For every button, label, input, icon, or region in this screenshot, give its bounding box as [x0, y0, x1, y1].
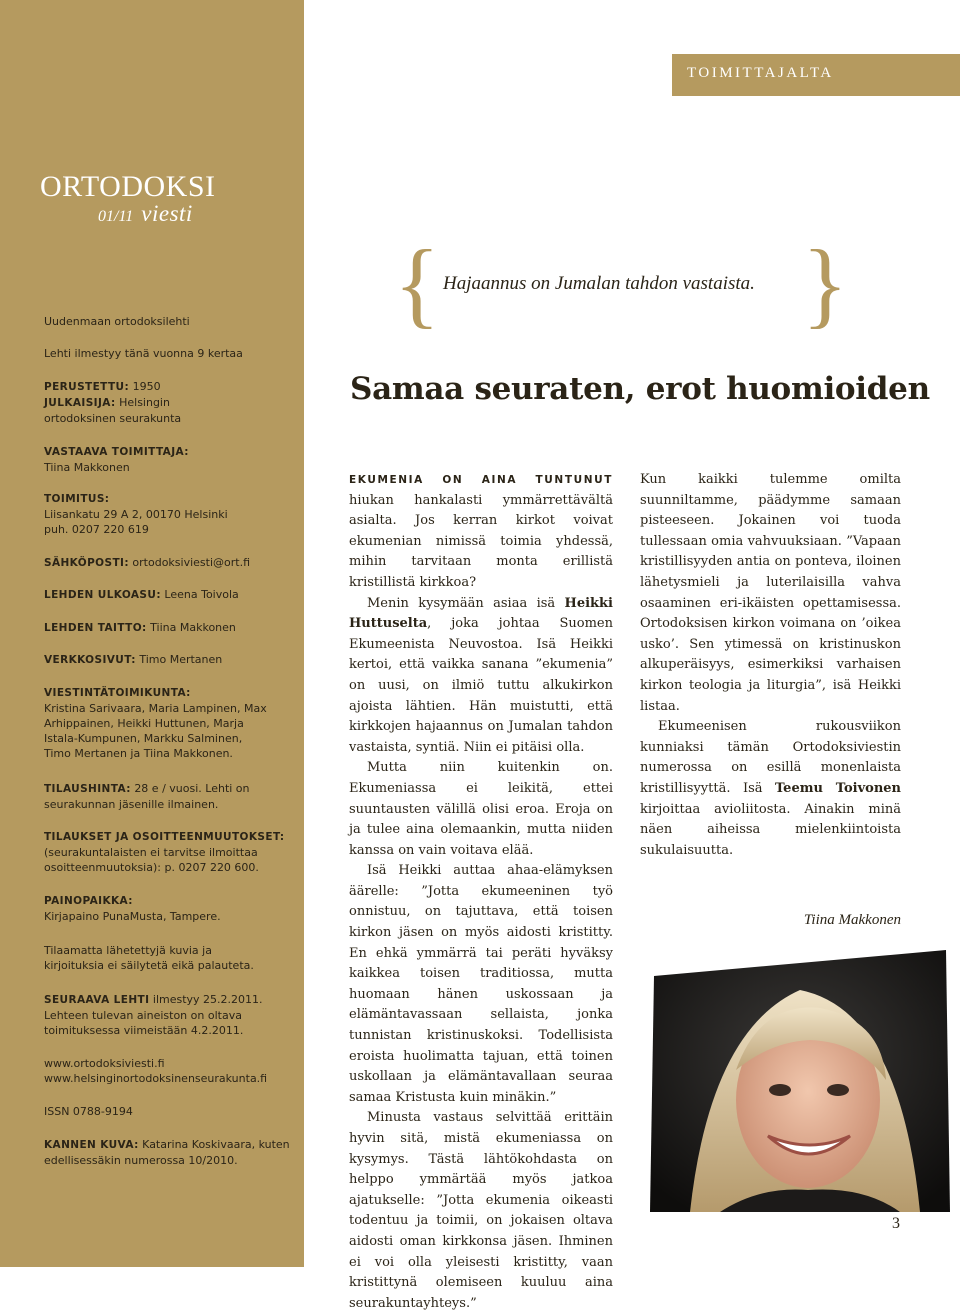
paragraph: Isä Heikki auttaa ahaa-elämyksen äärelle: ”Jotta ekumeeninen työ onnistuu, on tajuttava, että toisen kirkon jäsen on myös aidosti kristitty. En ehkä ymmärrä tai peräti hyväksy kaikkea toisen traditiossa, mutta huomaan hänen uskossaan ja elämäntavassaan sellaista, jonka tunnistan kristinuskoksi. Todellisista eroista huolimatta tajuan, että toinen uskollaan ja elämäntavallaan seuraa samaa Kristusta kuin minäkin.”	[349, 863, 613, 1105]
paragraph-text: kirjoittaa avioliitosta. Ainakin minä näen aiheissa mielenkiintoista sukulaisuutta.	[640, 801, 901, 858]
sidebar-web	[44, 652, 294, 668]
layout-value: Leena Toivola	[164, 588, 239, 601]
logo-subtitle	[98, 202, 193, 225]
sidebar-orders	[44, 829, 294, 875]
sidebar-intro: Uudenmaan ortodoksilehti	[44, 315, 190, 328]
sidebar-unsolicited	[44, 943, 294, 973]
paragraph: Minusta vastaus selvittää erittäin hyvin sitä, mistä ekumeniassa on kysymys. Tästä lähtökohdasta on helppo ymmärtää myös jatkoa ajatukselle: ”Jotta ekumenia oikeasti todentuu ja toimii, on jokaisen oltava aidosti oman kirkkonsa jäsen. Ihminen ei voi olla yleisesti kristitty, vaan kristittynä olemiseen kuuluu aina seurakuntayhteys.”	[349, 1110, 613, 1311]
person-name: Teemu Toivonen	[775, 780, 901, 796]
sidebar-layout	[44, 587, 294, 603]
price-note: seurakunnan jäsenille ilmainen.	[44, 798, 219, 811]
price-value: 28 e / vuosi. Lehti on	[134, 782, 250, 795]
committee-line: Kristina Sarivaara, Maria Lampinen, Max	[44, 702, 267, 715]
right-brace-icon: }	[802, 230, 849, 337]
office-address: Liisankatu 29 A 2, 00170 Helsinki	[44, 508, 228, 521]
orders-label: TILAUKSET JA OSOITTEENMUUTOKSET:	[44, 831, 285, 843]
sidebar-email	[44, 555, 294, 571]
price-label: TILAUSHINTA:	[44, 783, 131, 795]
email-value: ortodoksiviesti@ort.fi	[132, 556, 251, 569]
cover-label: KANNEN KUVA:	[44, 1139, 139, 1151]
unsolicited-line: kirjoituksia ei säilytetä eikä palauteta.	[44, 959, 254, 972]
sidebar-issn: ISSN 0788-9194	[44, 1105, 133, 1118]
author-signature: Tiina Makkonen	[803, 912, 901, 928]
author-photo	[650, 950, 950, 1212]
url-link[interactable]: www.helsinginortodoksinenseurakunta.fi	[44, 1072, 268, 1085]
paragraph: Mutta niin kuitenkin on. Ekumeniassa ei leikitä, ettei suuntausten välillä olisi eroa. Eroja on ja tulee aina olemaankin, mutta niiden kanssa on vain voitava elää.	[349, 760, 613, 858]
paragraph-text: Menin kysymään asiaa isä	[367, 595, 565, 611]
committee-line: Arhippainen, Heikki Huttunen, Marja	[44, 717, 244, 730]
sidebar-frequency: Lehti ilmestyy tänä vuonna 9 kertaa	[44, 347, 243, 360]
sidebar-founded	[44, 379, 294, 426]
cover-value: Katarina Koskivaara, kuten	[142, 1138, 290, 1151]
article-column-2	[640, 470, 901, 861]
sidebar-committee	[44, 685, 294, 761]
url-link[interactable]: www.ortodoksiviesti.fi	[44, 1057, 165, 1070]
lead-caps: EKUMENIA ON AINA TUNTUNUT	[349, 474, 613, 486]
committee-line: Timo Mertanen ja Tiina Makkonen.	[44, 747, 233, 760]
paragraph-text: hiukan hankalasti ymmärrettävältä asialta. Jos kerran kirkot voivat ekumenian nimissä toimia yhdessä, mihin tarvitaan monta erillistä kristillistä kirkkoa?	[349, 492, 613, 590]
left-brace-icon: {	[394, 230, 441, 337]
sidebar-printing	[44, 893, 294, 924]
sidebar-price	[44, 781, 294, 812]
paragraph-text: Ekumeenisen rukousviikon kunniaksi tämän Ortodoksiviestin numerossa on esillä monenlaista kristillisyyttä. Isä	[640, 719, 901, 796]
sidebar-urls	[44, 1056, 294, 1086]
editor-value: Tiina Makkonen	[44, 461, 130, 474]
print-value: Kirjapaino PunaMusta, Tampere.	[44, 910, 221, 923]
paragraph-text: , joka johtaa Suomen Ekumeenista Neuvostoa. Isä Heikki kertoi, että vaikka sanana ”ekumenia” on uusi, on ilmiö tuttu alkukirkon ajoista lähtien. Hän muistutti, että kirkkojen hajaannus on Jumalan tahdon vastaista, syntiä. Niin ei pitäisi olla.	[349, 616, 613, 755]
web-value: Timo Mertanen	[139, 653, 223, 666]
paragraph	[349, 594, 613, 759]
sidebar-editor	[44, 444, 294, 475]
person-name: Heikki Huttuselta	[349, 595, 613, 632]
committee-line: Istala-Kumpunen, Markku Salminen,	[44, 732, 243, 745]
section-tag	[672, 54, 960, 96]
sidebar-cover	[44, 1137, 294, 1168]
editor-label: VASTAAVA TOIMITTAJA:	[44, 446, 189, 458]
logo-issue: 01/11	[98, 208, 134, 225]
next-line: Lehteen tulevan aineiston on oltava	[44, 1009, 242, 1022]
web-label: VERKKOSIVUT:	[44, 654, 136, 666]
paragraph	[349, 470, 613, 594]
next-line: toimituksessa viimeistään 4.2.2011.	[44, 1024, 244, 1037]
pull-quote: Hajaannus on Jumalan tahdon vastaista.	[443, 273, 755, 294]
sidebar-next-issue	[44, 992, 294, 1038]
unsolicited-line: Tilaamatta lähetettyjä kuvia ja	[44, 944, 212, 957]
logo-title: ORTODOKSI	[40, 170, 216, 203]
office-label: TOIMITUS:	[44, 493, 110, 505]
committee-label: VIESTINTÄTOIMIKUNTA:	[44, 687, 191, 699]
article-headline: Samaa seuraten, erot huomioiden	[350, 371, 930, 407]
founded-label: PERUSTETTU:	[44, 381, 130, 393]
section-tag-label: TOIMITTAJALTA	[687, 65, 834, 81]
next-value: ilmestyy 25.2.2011.	[152, 993, 263, 1006]
article-column-1	[349, 470, 613, 1314]
paragraph: Kun kaikki tulemme omilta suunniltamme, päädymme samaan pisteeseen. Jokainen voi tuoda tullessaan omia vahvuuksiaan. ”Vapaan kristillisyyden antia on ponteva, iloinen lähetysmieli ja luterilaisilla vahva osaaminen eri-ikäisten opettamisessa. Ortodoksisen kirkon voimana on ’oikea usko’. Sen ytimessä on kristinuskon alkuperäisyys, esimerkiksi varhaisen kirkon teologia ja liturgia”, isä Heikki listaa.	[640, 472, 901, 714]
portrait-image	[650, 950, 950, 1212]
next-label: SEURAAVA LEHTI	[44, 994, 150, 1006]
typeset-value: Tiina Makkonen	[150, 621, 236, 634]
publisher-value: Helsingin	[119, 396, 170, 409]
print-label: PAINOPAIKKA:	[44, 895, 133, 907]
page-number: 3	[892, 1215, 900, 1232]
cover-note: edellisessäkin numerossa 10/2010.	[44, 1154, 238, 1167]
publisher-value-2: ortodoksinen seurakunta	[44, 412, 182, 425]
paragraph	[640, 717, 901, 861]
sidebar-office	[44, 491, 294, 537]
founded-value: 1950	[132, 380, 161, 393]
office-phone: puh. 0207 220 619	[44, 523, 149, 536]
orders-line: osoitteenmuutoksia): p. 0207 220 600.	[44, 861, 259, 874]
email-label: SÄHKÖPOSTI:	[44, 557, 129, 569]
publisher-label: JULKAISIJA:	[44, 397, 116, 409]
layout-label: LEHDEN ULKOASU:	[44, 589, 161, 601]
logo-word: viesti	[141, 201, 193, 226]
orders-line: (seurakuntalaisten ei tarvitse ilmoittaa	[44, 846, 258, 859]
masthead-sidebar	[0, 0, 304, 1267]
sidebar-typeset	[44, 620, 294, 636]
typeset-label: LEHDEN TAITTO:	[44, 622, 147, 634]
